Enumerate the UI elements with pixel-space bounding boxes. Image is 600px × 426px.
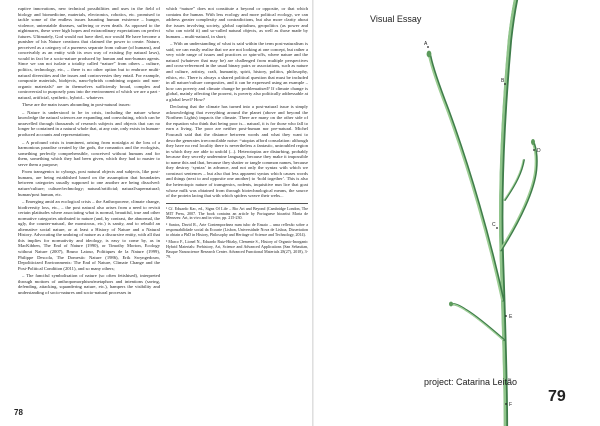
marker-dot xyxy=(505,403,507,405)
footnote: ¹ Cf. Eduardo Kac, ed., Signs Of Life – Bio Art and Beyond (Cambridge London, The MIT Press, 2007. The book contains an article by Portuguese bioartist Marta de Menezes: Art, in vivo and in vitro; pp. 215-230. xyxy=(166,205,308,221)
marker-dot xyxy=(496,227,498,229)
bud xyxy=(531,139,535,145)
stem-branches xyxy=(427,0,537,426)
section-title: Visual Essay xyxy=(370,14,422,24)
paragraph: These are the main issues abounding in post-natural issues: xyxy=(22,102,131,108)
marker-dot xyxy=(533,149,535,151)
paragraph: which “nature” does not constitute a beyond or opposite, or that which contains the human. With less ecology and more political ecology, we can address greater complexity and contradictions, but also more clarity about the issues involving society, global capitalism, geopolitics (as power and who can wield it) and so-called natural objects, as well as those made by humans – multi-natural, in short; xyxy=(166,6,308,39)
paragraph: Declaring that the climate has turned into a post-natural issue is simply acknowledging that everything around the planet (above and beyond the Northern Lights) impacts the climate. There are many on the other side of the equation who think that being poor is... natural, it is for those who fall to earn a living. The poor are neither post-human nor pre-natural. Michel Foucault said that the distance between words and what they want to describe generates irreconcilable noise: “utopias afford consolation: although they have no real locality there is nevertheless a fantastic, untroubled region in which they are able to unfold (...). Heterotopias are disturbing, probably because they secretly undermine language, because they make it impossible to name this and that, because they shatter or tangle common names, because they destroy ‘syntax’ in advance, and not only the syntax with which we construct sentences – but also that less apparent syntax which causes words and things (next to and opposite one another) to ‘hold together’. This is also the heterotopic nature of transgenics, rodents, inquisitive nun lice that goat whose milk was obtained from through biotechnological means, the source of the protein lacing that with which spiders weave their webs... xyxy=(166,104,308,199)
bud xyxy=(427,51,432,58)
marker-c: C xyxy=(492,222,496,228)
paragraph: – The fanciful symbolisation of nature (so often fetishised), interpreted through mottoes of anthropomorphism/metaphors and intentions (saving, defending, attacking, squandering nature, etc.), hampers the visibility and understanding of socio-natures and socio-natural processes in xyxy=(18,273,160,295)
twig xyxy=(504,160,523,200)
paragraph: From transgenics to cyborgs, post natural objects and subjects, like post-humans, are being established based on the assumption that boundaries between categories usually supposed to one another are being dissolved: nature/culture; culture/technology; natural/artificial; natural/supernatural; human/post human, etc. xyxy=(18,169,160,197)
marker-b: B xyxy=(501,78,505,84)
footnotes xyxy=(166,203,308,260)
left-branch xyxy=(429,56,502,300)
book-gutter xyxy=(312,0,314,426)
footnote: ² Santos, David R., Arte Contemporânea num tubo de Ensaio – uma reflexão sobre a responsabilidade social da Ecoarte (Lisbon, Universidade Nova de Lisboa, Dissertation to obtain a PhD in History, Philosophy and Heritage of Science and Technology, 2014). xyxy=(166,222,308,238)
page-number-left: 78 xyxy=(14,408,23,417)
paragraph: ruptive innovations, new technical possibilities and uses in the field of biology and biomedicine, materials, electronics, robotics, etc. promised to tackle some of the endless issues haunting human existence – hunger, violence, untreatable diseases, suffering or even death. As opposed to the nightmares, these were high hopes and extraordinary expectations on perfect futures. Ultimately, God would not have died, nor would He have become a punisher of his Nature creations that claimed the power to create. Nature, perceived as a category of a pureness separate from culture (of humans), and conceivably as an entity with its own way of existing (by natural laws), would in fact be a socio-nature produced by human and non-human agents. Since we can not isolate a totality called “nature” from others – culture, politics, technology, etc., – there is no other option but to embrace multi-natural diversities and the issues and controversies they entail. For example, composite materials, biobjects, nano-hybrids combining organic and non-organic materials? are in themselves sufficiently broad, complex and controversial to purposely pass into the environment of which we are a part - natural, artificial, synthetic, hybrid... whatever. xyxy=(18,6,160,100)
bud xyxy=(449,302,453,307)
footnote: ³ Marco F., Lionel N., Eduardo Ruiz-Hitzky, Clemente S., History of Organic-Inorganic Hybrid Materials: Prehistory, Art, Science and Advanced Applications (San Sebastian, Basque Nanoscience Research Center. Advanced Functional Materials 28(27), 2018), 3-79. xyxy=(166,239,308,259)
marker-f: F xyxy=(509,402,513,408)
marker-dot xyxy=(504,83,506,85)
page-number-right: 79 xyxy=(548,388,566,405)
low-branch xyxy=(451,304,503,340)
left-page-text-column xyxy=(18,6,160,411)
marker-d: D xyxy=(537,148,541,154)
marker-e: E xyxy=(509,314,513,320)
plant-stem-artwork xyxy=(320,0,600,426)
marker-dot xyxy=(505,315,507,317)
right-text-column xyxy=(166,6,308,411)
marker-a: A xyxy=(424,41,428,47)
project-credit: project: Catarina Leitão xyxy=(424,377,518,387)
paragraph: – Emerging amid an ecological crisis – the Anthropocene, climate change, biodiversity loss, etc., – the post natural also arises from a need to revisit certain platitudes where associating what is normal, beautiful, true and other normative categories attributed to nature (and, by contrast, the abnormal, the ugly, the counter-natural, the monstrous, etc.) is sanity, and to rebuild an alternative social nature, or at least a History of Nature and a Natural History. Advocating the undoing of nature as a discursive entity, with all that this implies for normativity and ideology, is easy to come by, as in MacKibben, The End of Nature (1990), or Timothy Morton, Ecology without Nature (2007), Bruno Latour, Politiques de la Nature (1999), Philippe Descola, The Domestic Nature (1986), Erik Swyngedouw, Depoliticized Environments: The End of Nature, Climate Change and the Post-Political Condition (2011), and so many others; xyxy=(18,199,160,271)
paragraph: – A profound crisis is imminent, arising from nostalgia at the loss of a harmonious paradise created by the gods, the romantics and the ecologists, something perfectly comprehensible, conceived without humans and for them, something which they had been given, which they had to master to serve them a purpose; xyxy=(18,139,160,167)
marker-dot xyxy=(427,46,429,48)
paragraph: – Nature is understood to be in crisis, including the nature whose knowledge the natural sciences are expanding and convoluting, which can be unravelled through thousands of research subjects and objects that can no longer be contained in a natural whole that, at any rate, only exists in human-produced accounts and representations; xyxy=(18,109,160,138)
paragraph: – With an understanding of what is said within the term post-naturalism is said, we can easily realise that we are not looking at one concept, but rather a very wide range of issues and practices or spin-offs, where nature and the natural (whatever that may be) are challenged from multiple perspectives and cross-referenced in the usual binary pairs or associations, such as nature and culture, artistry, craft, humanity, spirit, history, politics, philosophy, ethics, etc. There is always a shared political question that must be included in all nature/culture composites, and it can be expressed using an example – how can poverty and climate change be problematised? If climate change is global, mainly affecting the poorest, is poverty also politically addressable at a global level? How? xyxy=(166,41,308,102)
